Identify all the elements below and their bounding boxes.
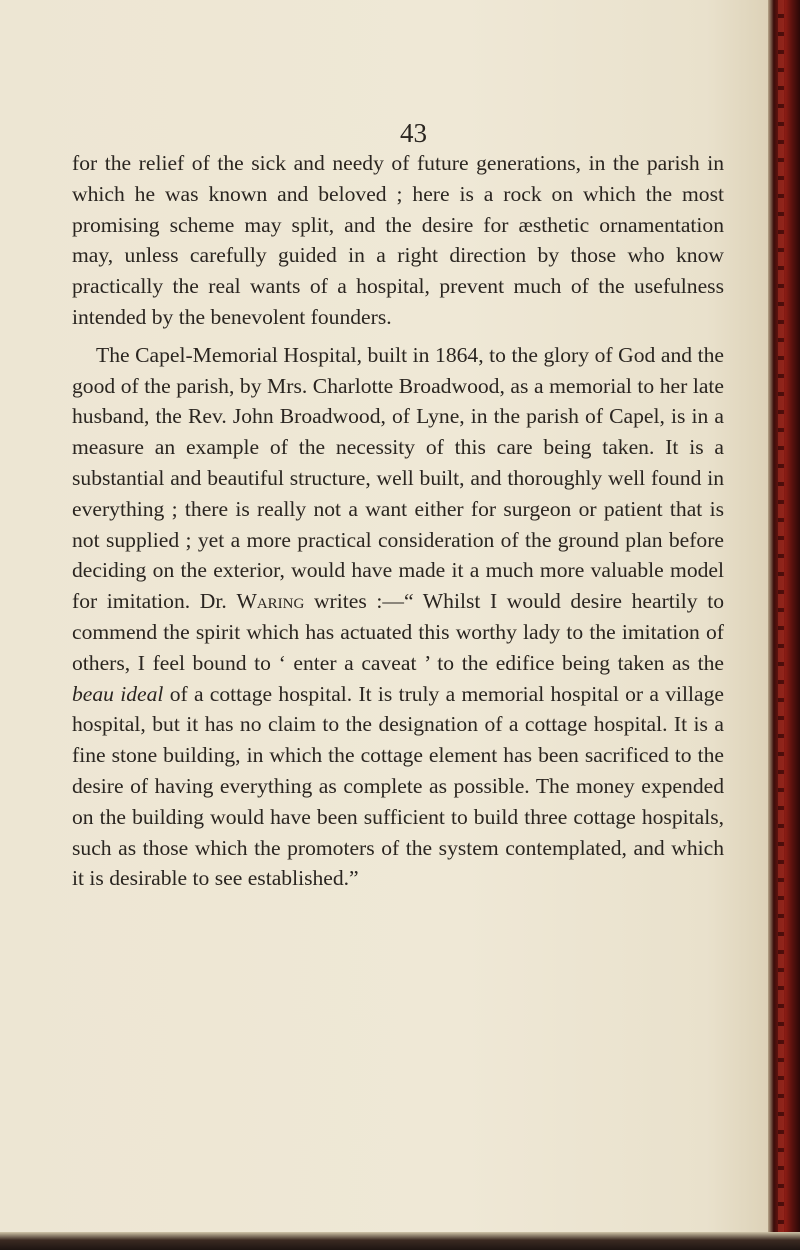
paragraph-2-part-3: of a cottage hospital. It is truly a memorial hospital or a village hospital, but it has no claim to the designation of a cottage hospital. It is a fine stone building, in which the cottage element has been sacrificed to the desire of having everything as complete as possible. The money expended on the building would have been sufficient to build three cottage hospitals, such as those which the promoters of the system contemplated, and which it is desirable to see established.” [72,681,724,891]
binding-stripe [778,0,784,1250]
book-binding-edge [768,0,800,1250]
paragraph-2 [72,340,724,894]
page-bottom-edge [0,1232,800,1250]
paragraph-2-part-2: writes :—“ Whilst I would desire heartily to commend the spirit which has actuated this worthy lady to the imitation of others, I feel bound to ‘ enter a caveat ’ to the edifice being taken as the [72,589,724,675]
paragraph-1: for the relief of the sick and needy of future generations, in the parish in which he was known and beloved ; here is a rock on which the most promising scheme may split, and the desire for æsthetic ornamentation may, unless carefully guided in a right direction by those who know practically the real wants of a hospital, prevent much of the usefulness intended by the benevolent founders. [72,151,724,329]
author-name: Waring [236,589,305,614]
paragraph-2-part-1: The Capel-Memorial Hospital, built in 1864, to the glory of God and the good of the parish, by Mrs. Charlotte Broadwood, as a memorial to her late husband, the Rev. John Broadwood, of Lyne, in the parish of Capel, is in a measure an example of the necessity of this care being taken. It is a substantial and beautiful structure, well built, and thoroughly well found in everything ; there is really not a want either for surgeon or patient that is not supplied ; yet a more practical consideration of the ground plan before deciding on the exterior, would have made it a much more valuable model for imitation. Dr. [72,342,724,614]
emphasis-phrase: beau ideal [72,681,164,706]
body-text [72,148,724,894]
page-number: 43 [400,118,427,148]
